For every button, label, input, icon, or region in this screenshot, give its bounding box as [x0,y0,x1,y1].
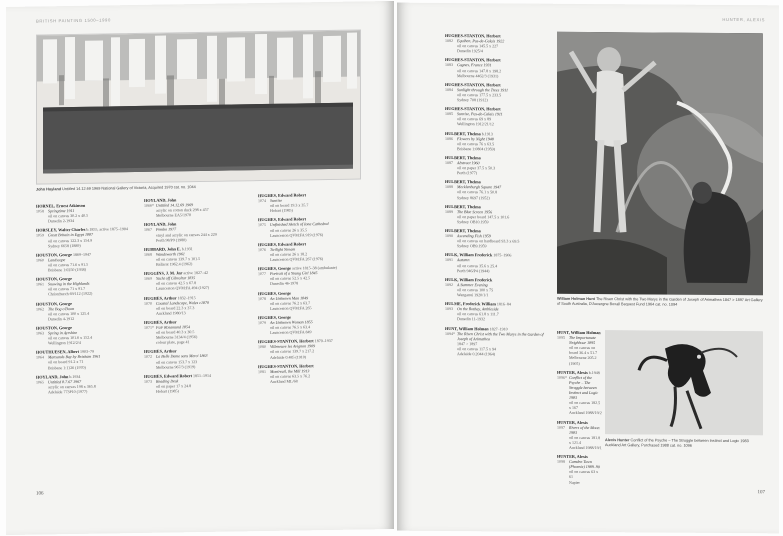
artwork-title: Reading Desk [156,378,179,384]
catalogue-entry [36,373,136,395]
left-page [6,1,394,535]
catalogue-entry [36,251,136,273]
catalogue-number: 1072 [144,354,152,360]
artwork-detail: oil on canvas 153.7 x 123 [156,358,198,365]
catalogue-number: 1098 [557,458,565,464]
artwork-title: Mecklenburgh Square 1947 [457,184,502,190]
artwork-detail: Adelaide 0.2044 (1964) [457,351,496,357]
hoyland-caption-artist: John Hoyland [36,187,62,192]
left-column-2 [144,196,249,398]
artist-name: HUNTER, Alexis [557,369,588,375]
artwork-detail: oil on canvas 122.3 x 154.9 [48,237,93,243]
artist-name: HOYLAND, John [144,197,177,203]
artwork-title: Portrait of a Young Girl 1845 [270,270,318,277]
artist-dates: b.1931 [181,245,193,252]
artwork-detail: Launceston QVM:FA 919 (1976) [270,231,324,238]
artist-dates: 1903–79 [80,348,95,355]
artist-dates: active 1815–38 (ambulante) [292,264,337,271]
artwork-detail: Brisbane 1:0804 (1959) [457,145,495,152]
artist-dates: 1875–1906 [493,252,512,258]
artwork-title: A Summer Evening [457,281,488,288]
artwork-detail: oil on paper board 147.5 x 101.6 [457,213,510,220]
catalogue-entry [144,318,249,345]
artwork-detail: Brisbane 1:1126 (1970) [48,364,86,370]
artwork-title: The Risen Christ with the Two Marys in the Garden of Joseph of Arimathea [457,330,544,342]
catalogue-number: 1074 [258,198,266,204]
artist-name: HUGHES-STANTON, Herbert [445,57,501,63]
artwork-detail: Hobart (1985) [270,207,293,214]
artwork-detail: colour plate, page 41 [156,339,190,345]
artwork-title: Conflict of the Psyche – The Struggle between Instinct and Logic 1983 [569,374,599,401]
catalogue-number: 1088 [445,184,453,190]
catalogue-number: 1059 [36,232,44,239]
artwork-detail: oil on canvas 145.5 x 227 [457,43,499,49]
artist-name: HUGHES, Edward Robert [258,241,307,247]
hunter-caption [605,438,763,449]
catalogue-number: 1077 [258,271,266,277]
artwork-detail: Ballarat 1962.4 (1962) [156,261,193,267]
artwork-detail: oil on paper 17 x 24.8 [156,383,192,389]
artwork-detail: Melbourne EA5/1970 [156,212,191,218]
catalogue-number: 1089 [445,208,453,214]
hunter-caption-text: Conflict of the Psyche – The Struggle between Instinct and Logic 1983 Auckland Art Gallery, Purchased 1988 cat. no. 1096 [605,438,749,448]
catalogue-number: 1097 [557,424,565,430]
catalogue-entry [144,348,249,370]
artwork-title: Unfinished Sketch of Iona Cathedral [270,221,329,228]
catalogue-entry [557,454,603,485]
artist-name: HUNT, William Holman [557,329,601,336]
artwork-detail: oil on canvas 61.8 x 111.7 [457,311,499,317]
artwork-title: Ascending Fish 1959 [457,233,491,239]
artwork-title: Sunlight through the Trees 1911 [457,86,508,93]
catalogue-number: 1063 [36,330,44,336]
artwork-detail: oil on canvas 100 x 75 [457,287,494,293]
catalogue-entry [445,301,553,322]
artwork-title: An Unknown Man 1849 [270,294,309,301]
artwork-title: Great Britain in Egypt 1887 [48,232,93,238]
catalogue-entry [258,216,368,238]
catalogue-entry [258,264,368,286]
hunt-caption-artist: William Holman Hunt [557,296,595,302]
artwork-detail: Dunedin 1925/4 [457,48,483,54]
artwork-detail: oil on canvas 30.2 x 40.5 [48,212,89,219]
artist-dates: b.1934 [69,373,81,379]
artwork-detail: Auckland 1980/13 [156,310,186,316]
artist-dates: b.1948 [588,369,600,375]
catalogue-number: 1084 [445,86,453,92]
left-column-3 [258,191,368,388]
artist-name: HUGHES-STANTON, Herbert [258,338,314,345]
artwork-title: Springtime 1911 [48,208,75,214]
catalogue-entry [445,277,553,298]
artwork-detail: oil on canvas 101.6 x 152.4 [48,334,93,341]
artist-name: HUGHES, Edward Robert [258,192,307,199]
artwork-detail: oil on canvas 76.1 x 50.8 [457,189,498,195]
right-page [397,3,779,534]
catalogue-entry [258,289,368,311]
artist-name: HOYLAND, John [36,373,69,380]
artist-dates: active 1827–42 [183,270,208,276]
artwork-title: Mansands Bay by Brixham 1961 [48,353,101,360]
artist-name: HUGHES-STANTON, Herbert [445,33,501,39]
entry-title-row [557,335,603,346]
artwork-title: Cagnes, France 1931 [457,62,492,68]
artist-dates: 1816–84 [496,301,511,307]
artwork-detail: Sydney 708 (1912) [457,97,488,103]
artist-name: HULBERT, Thelma [445,203,481,209]
artist-name: HORSLEY, Walter Charles [36,227,86,233]
catalogue-entry [144,196,249,218]
hunt-caption-text: The Risen Christ with the Two Marys in the Garden of Joseph of Arimathea 1847 > 1897 Art Gallery of South Australia, D'Auvergne Boxall Bequest Fund 1964 cat. no. 1094 [557,297,763,307]
catalogue-number: 1082 [445,38,453,44]
artwork-detail: Dunedin 2-1934 [48,218,75,224]
hunter-painting-graphic [605,330,763,435]
catalogue-number: 1075 [258,222,266,228]
catalogue-number: 1078 [258,295,266,301]
entry-title-row [445,331,553,342]
artwork-detail: oil on canvas 182.5 x 167 [569,400,601,411]
artwork-detail: oil on canvas 71.6 x 91.5 [48,261,89,268]
artwork-title: On the Rothay, Ambleside [457,306,499,312]
page-number-right: 107 [757,490,765,496]
catalogue-number: 1071* [144,324,154,330]
artwork-detail: Wellington 1912/21/12 [457,121,494,127]
artwork-detail: oil on canvas 69 x 89 [457,116,492,122]
catalogue-number: 1087 [445,159,453,166]
artwork-title: Wandsworth 1961 [156,251,185,257]
entry-title-row [557,424,603,435]
artist-name: HUGHES, Arthur [144,294,177,301]
artist-dates: 1832–1915 [177,294,196,300]
catalogue-entry [36,275,136,297]
artist-name: HOYLAND, John [144,221,177,228]
artwork-title: Landscape [48,256,66,263]
artwork-detail: oil on canvas 26 x 18.2 [270,251,308,257]
artwork-detail: oil on board 40.3 x 30.5 [156,329,195,335]
artwork-detail: oil on board 19.3 x 35.7 [270,202,309,209]
artwork-detail: Dunedin 4-1912 [48,315,75,322]
artwork-detail: Perth 946/P4 (1944) [457,267,490,273]
right-column-2 [557,330,603,489]
artwork-detail: Perth (1977) [457,170,478,176]
catalogue-number: 1060 [36,257,44,263]
artist-name: HUGGINS, J. M. Jnr [144,270,183,277]
artist-name: HUGHES-STANTON, Herbert [445,81,501,88]
catalogue-number: 1090 [445,233,453,239]
catalogue-number: 1064 [36,354,44,360]
artwork-detail: Auckland 1988/19/1 [569,444,602,451]
artist-name: HUGHES, George [258,290,292,296]
artist-name: HUBBARD, John E. [144,246,181,252]
catalogue-entry [445,228,553,249]
catalogue-entry [445,252,553,273]
artist-name: HUGHES, George [258,314,292,320]
artist-name: HUGHES, Arthur [144,319,177,325]
artwork-detail: Brisbane 1:0250 (1938) [48,266,86,273]
artwork-title: Equihen, Pas-de-Calais 1922 [457,38,505,44]
artwork-detail: oil on canvas 35.6 x 25.4 [457,262,498,268]
artist-name: HULBERT, Thelma [445,228,481,234]
catalogue-entry [445,326,553,357]
artist-dates: 1851–1914 [193,372,212,378]
artwork-title: Abstract 1960 [457,160,480,166]
catalogue-number: 1069 [144,275,152,282]
artwork-detail: oil on canvas 100 x 125.4 [48,310,90,317]
artwork-detail: Melbourne 3134/4 (1956) [156,334,198,340]
catalogue-entry [445,82,553,103]
artwork-title: Autumn [457,257,470,263]
page-number-left: 106 [36,491,44,497]
hunter-painting [605,330,763,435]
artwork-detail: Hobart (1985) [156,388,179,394]
artist-name: HOUSTON, George [36,276,72,282]
catalogue-entry [36,300,136,322]
artwork-detail: oil on canvas 63.5 x 76.2 [270,373,311,379]
catalogue-entry [258,362,368,384]
artwork-detail: Adelaide 773P10 (1977) [48,388,88,395]
catalogue-number: 1085 [445,111,453,117]
catalogue-entry [144,245,249,267]
catalogue-number: 1092 [445,281,453,287]
catalogue-number: 1065 [36,379,44,385]
artist-dates: b.1855, active 1875–1904 [86,226,128,233]
artwork-detail: Auckland 1988/19/2 [569,410,602,416]
catalogue-number: 1061 [36,281,44,287]
catalogue-number: 1096* [557,374,567,380]
artwork-detail: oil on canvas 76.5 x 63.4 [270,324,311,330]
artwork-title: Villeneuve les Avignon 1909 [270,343,316,350]
catalogue-entry [445,155,553,176]
hunt-painting-graphic [557,32,763,295]
artist-name: HUGHES, Arthur [144,348,177,355]
artwork-title: The Importunate Neighbour 1895 [569,334,596,346]
hunter-caption-artist: Alexis Hunter [605,438,630,443]
artwork-detail: Wellington 1912/2/4 [48,340,81,346]
catalogue-entry [445,57,553,78]
artist-dates: 1870–1937 [314,338,333,344]
artist-name: HOUTHUESEN, Albert [36,349,80,355]
artist-name: HULBERT, Thelma [445,179,481,185]
catalogue-entry [144,294,249,316]
artwork-detail: acrylic on cotton duck 298 x 457 [156,207,209,213]
catalogue-number: 1081 [258,368,266,374]
catalogue-entry [144,269,249,291]
artwork-title: Snowing in the Highlands [48,280,90,287]
catalogue-number: 1080 [258,344,266,350]
hoyland-painting-graphic [37,30,361,184]
catalogue-entry [445,131,553,152]
catalogue-number: 1091 [445,257,453,263]
catalogue-entry [36,202,136,224]
artwork-detail: Launceston QVM:FA 265 [270,305,312,311]
artwork-title: Flowers by Night 1948 [457,135,494,141]
catalogue-entry [36,226,136,248]
artwork-title: The Bog o'Doon [48,305,75,311]
artwork-detail: Wanganui 1920/1/1 [457,292,489,298]
catalogue-entry [557,419,603,450]
artist-name: HOUSTON, George [36,300,72,307]
artwork-title: Yacht off Gibraltar 1835 [156,275,196,281]
catalogue-entry [36,348,136,370]
artist-name: HULK, William Frederick [445,276,493,283]
artist-name: HULME, Frederick William [445,301,496,307]
catalogue-entry [258,240,368,262]
catalogue-number: 1067 [144,227,152,233]
left-column-1 [36,202,136,399]
artwork-title: Montreuil, the Mill 1913 [270,368,310,374]
artwork-title: Rivers of the Moon 1983 [569,424,600,435]
artwork-title: Twilight Stream [270,246,296,252]
catalogue-number: 1086 [445,135,453,141]
catalogue-entry [445,106,553,127]
artist-name: HUGHES, George [258,265,292,272]
artist-dates: 1827–1910 [489,325,508,331]
artwork-title: Fair Rosamund 1854 [156,324,190,330]
artist-name: HUGHES-STANTON, Herbert [258,362,314,369]
catalogue-entry [445,33,553,54]
catalogue-entry [557,369,603,415]
artwork-detail: Launceston QVM:FA 494 (1927) [156,285,210,292]
artist-name: HOUSTON, George [36,324,72,331]
artwork-title: Camden Town (Phoenix) 1989–90 [569,459,600,470]
artwork-detail: Launceston QVM:FA 849 [270,329,312,336]
artwork-detail: Sydney 8697 (1952) [457,194,490,200]
catalogue-entry [258,191,368,213]
catalogue-number: 1070 [144,300,152,306]
catalogue-number: 1068 [144,251,152,257]
catalogue-number: 1083 [445,62,453,68]
artwork-title: Sunrise [270,197,282,203]
hunt-caption [557,297,763,308]
artwork-detail: oil on canvas 139.7 x 217.2 [270,348,315,355]
artwork-title: Untitled 14.12.69 1969 [156,202,194,208]
artwork-detail: Melbourne 4462/3 (1931) [457,72,499,79]
artwork-detail: oil on canvas 147.8 x 198.2 [457,67,502,73]
artist-name: HOUSTON, George [36,251,72,258]
catalogue-entry [36,324,136,346]
catalogue-entry [445,179,553,200]
catalogue-number: 1073 [144,378,152,384]
artwork-detail: Melbourne 967/3 (1919) [156,363,196,370]
artwork-detail: Auckland ML/68 [270,378,298,384]
artwork-detail: Sydney 6658 (1889) [48,242,81,249]
artwork-detail: oil on canvas on board 36.4 x 51.7 [569,345,598,356]
hoyland-caption [36,183,356,193]
catalogue-number: 1095 [557,334,565,340]
catalogue-number: 1076 [258,246,266,252]
artist-name: HULBERT, Thelma [445,154,481,161]
catalogue-number: 1066* [144,202,154,208]
catalogue-number: 1093 [445,306,453,312]
catalogue-entry [144,221,249,243]
catalogue-entry [557,330,603,366]
catalogue-number: 1062 [36,306,44,312]
artwork-title: Sunrise, Pas-de-Calais 1911 [457,111,503,117]
artwork-detail: vinyl and acrylic on canvas 244 x 229 [156,231,217,238]
artwork-title: Untitled 8.7.67 1967 [48,378,82,385]
artwork-detail: oil on board 22.3 x 37.3 [156,304,195,311]
artwork-title: Spring in Ayrshire [48,329,78,336]
artwork-detail: oil on canvas 63 x 61 [569,469,599,480]
hunt-painting [557,32,763,295]
artwork-title: An Unknown Woman 1855 [270,319,313,325]
artwork-detail: Sydney OB10.1959 [457,218,489,225]
artwork-detail: oil on canvas 76 x 63.5 [457,140,495,147]
artist-name: HORNEL, Ernest Atkinson [36,202,86,209]
artwork-detail: oil on canvas 76.2 x 63.7 [270,299,311,306]
artwork-title: Coastal Landscape, Wales c1870 [156,299,209,306]
artwork-detail: oil on canvas 52.5 x 42.5 [270,275,311,282]
artist-name: HUNT, William Holman [445,325,489,331]
artwork-detail: oil on canvas 139.7 x 101.5 [156,255,201,262]
artwork-detail: oil on canvas on hardboard 93.3 x 69.5 [457,238,520,244]
catalogue-number: 1079 [258,319,266,326]
artist-dates: b.1913 [481,130,493,136]
catalogue-number: 1094* [445,330,455,336]
artwork-detail: Melbourne 205.2 (1905) [569,355,597,366]
entry-title-row [557,375,603,401]
catalogue-entry [445,204,553,225]
artwork-detail: acrylic on canvas 198 x 365.8 [48,383,96,390]
artist-name: HUGHES, Edward Robert [144,372,193,379]
artwork-detail: Launceston QVM:FA 267 (1976) [270,256,324,262]
catalogue-number: 1058 [36,208,44,214]
artist-name: HUGHES, Edward Robert [258,216,307,223]
running-head-right: HUNTER, ALEXIS [722,16,765,23]
running-head-left: BRITISH PAINTING 1500–1990 [36,17,111,24]
artwork-detail: Adelaide 0.485 (1910) [270,353,307,360]
artwork-detail: Dunedin 11-1932 [457,316,485,322]
artwork-detail: Christchurch 69/112 (1922) [48,291,93,297]
artist-name: HUNTER, Alexis [557,453,588,460]
artwork-detail: oil on canvas 117.5 x 94 [457,345,496,352]
artwork-detail: Sydney OB9.1959 [457,243,487,249]
catalogue-entry [258,338,368,360]
artist-name: HUNTER, Alexis [557,419,588,425]
catalogue-entry [258,313,368,335]
artwork-detail: oil on canvas 42.5 x 67.8 [156,280,197,287]
artwork-title: La Belle Dame sans Merci 1863 [156,353,208,360]
hoyland-caption-text: Untitled 14.12.69 1969 National Gallery of Victoria, Acquired 1970 cat. no. 1044 [62,185,196,192]
artist-name: HULK, William Frederick [445,252,493,258]
right-column-1 [445,33,553,361]
artwork-detail: Napier [569,479,580,485]
artwork-detail: oil on board 91.2 x 71 [48,359,84,365]
artist-name: HUGHES-STANTON, Herbert [445,106,501,112]
artwork-detail: oil on canvas 181.8 x 121.4 [569,434,601,445]
artwork-detail: oil on canvas 26 x 35.5 [270,226,308,233]
catalogue-entry [144,372,249,394]
artist-dates: 1869–1947 [72,251,91,257]
artwork-detail: Perth 98/P9 (1980) [156,236,187,243]
artwork-detail: Dunedin 46-1978 [270,280,299,287]
artwork-title: The Blue Screen 1956 [457,208,493,215]
hoyland-painting [36,29,361,184]
artwork-title: Pembo 1977 [156,226,177,233]
artist-name: HULBERT, Thelma [445,130,481,136]
entry-title-row [557,459,603,470]
artwork-detail: oil on paper 37.5 x 50.3 [457,165,496,171]
artwork-detail: oil on canvas 177.5 x 233.5 [457,92,502,98]
artwork-detail: 1847 > 1897 [457,340,478,347]
artwork-detail: oil on canvas 71 x 91.7 [48,286,86,292]
